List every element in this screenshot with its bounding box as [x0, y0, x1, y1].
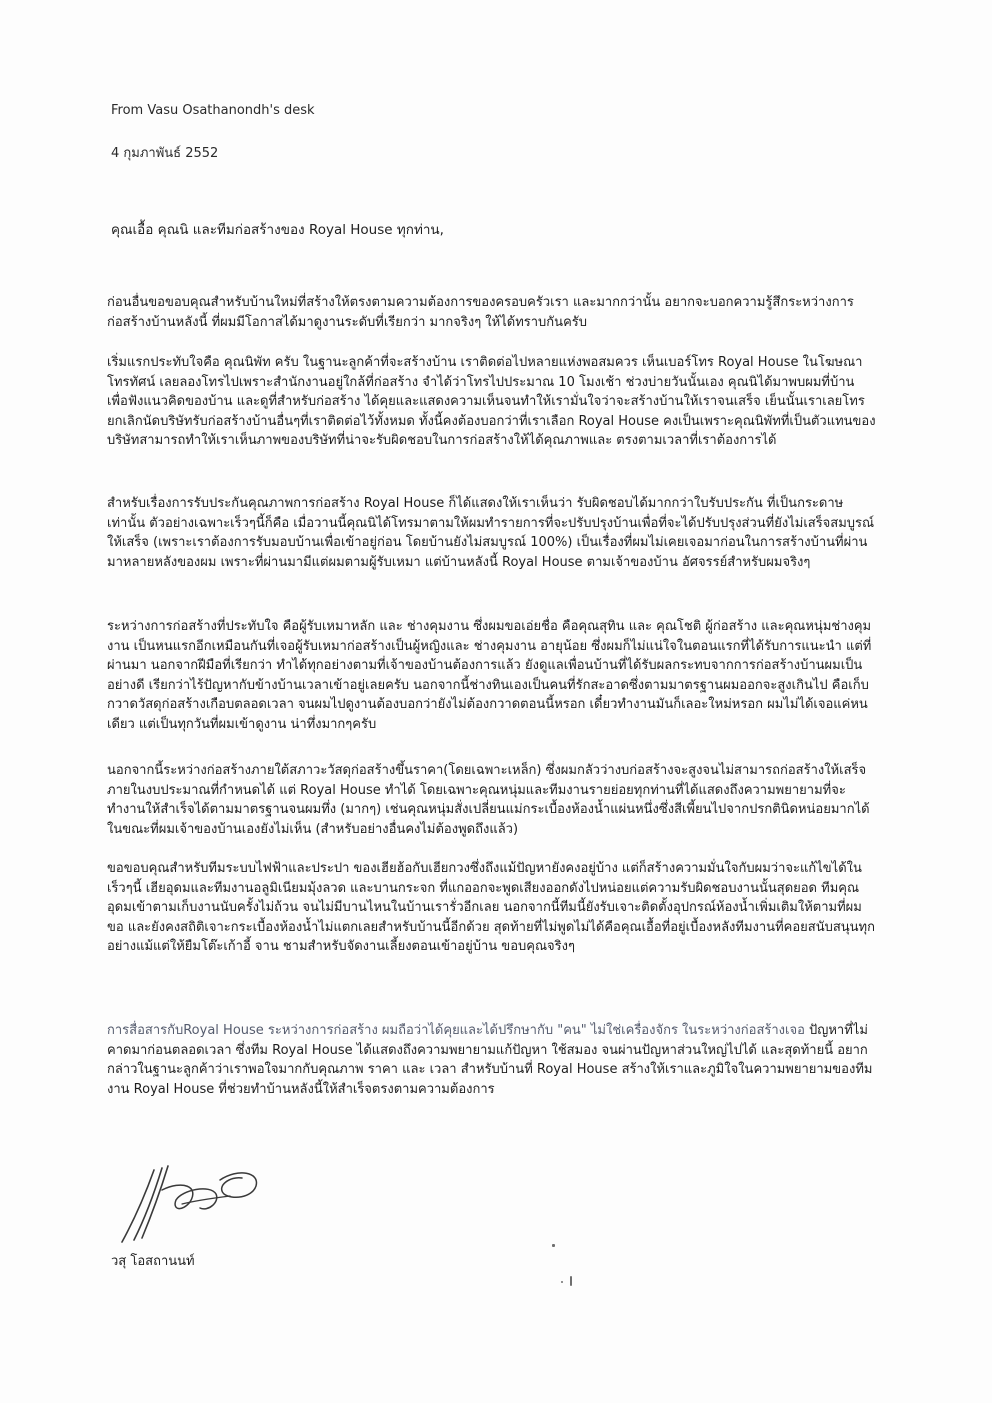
closing-lead: การสื่อสารกับRoyal House ระหว่างการก่อสร้าง ผมถือว่าได้คุยและได้ปรึกษากับ "คน" ไม่ใช่เครื่องจักร ในระหว่างก่อสร้างเจอ	[107, 1023, 805, 1038]
paragraph-3: สำหรับเรื่องการรับประกันคุณภาพการก่อสร้าง Royal House ก็ได้แสดงให้เราเห็นว่า รับผิดชอบได้มากกว่าใบรับประกัน ที่เป็นกระดาษเท่านั้น ตัวอย่างเฉพาะเร็วๆนี้ก็คือ เมื่อวานนี้คุณนิได้โทรมาตามให้ผมทำรายการที่จะปรับปรุงบ้านเพื่อที่จะได้ปรับปรุงส่วนที่ยังไม่เสร็จสมบูรณ์ให้เสร็จ (เพราะเราต้องการรับมอบบ้านเพื่อเข้าอยู่ก่อน โดยบ้านยังไม่สมบูรณ์ 100%) เป็นเรื่องที่ผมไม่เคยเจอมาก่อนในการสร้างบ้านที่ผ่านมาหลายหลังของผม เพราะที่ผ่านมามีแต่ผมตามผู้รับเหมา แต่บ้านหลังนี้ Royal House ตามเจ้าของบ้าน อัศจรรย์สำหรับผมจริงๆ	[107, 496, 875, 570]
signatory-name: วสุ โอสถานนท์	[111, 1254, 195, 1269]
paragraph-7	[107, 1021, 877, 1099]
closing-rest: ปัญหาที่ไม่คาดมาก่อนตลอดเวลา ซึ่งทีม Royal House ได้แสดงถึงความพยายามแก้ปัญหา ใช้สมอง จนผ่านปัญหาส่วนใหญ่ไปได้ และสุดท้ายนี้ อยากกล่าวในฐานะลูกค้าว่าเราพอใจมากกับคุณภาพ ราคา และ เวลา สำหรับบ้านที่ Royal House สร้างให้เราและภูมิใจในความพยายามของทีมงาน Royal House ที่ช่วยทำบ้านหลังนี้ให้สำเร็จตรงตามความต้องการ	[107, 1023, 873, 1097]
greeting: คุณเอื้อ คุณนิ และทีมก่อสร้างของ Royal House ทุกท่าน,	[111, 222, 444, 238]
scan-speck	[570, 1276, 572, 1286]
scan-speck	[561, 1281, 563, 1283]
paragraph-2: เริ่มแรกประทับใจคือ คุณนิพัท ครับ ในฐานะลูกค้าที่จะสร้างบ้าน เราติดต่อไปหลายแห่งพอสมควร เห็นเบอร์โทร Royal House ในโฆษณาโทรทัศน์ เลยลองโทรไปเพราะสำนักงานอยู่ใกล้ที่ก่อสร้าง จำได้ว่าโทรไปประมาณ 10 โมงเช้า ช่วงบ่ายวันนั้นเอง คุณนิได้มาพบผมที่บ้าน เพื่อฟังแนวคิดของบ้าน และดูที่สำหรับก่อสร้าง ได้คุยและแสดงความเห็นจนทำให้เรามั่นใจว่าจะสร้างบ้านให้เราจนเสร็จ เย็นนั้นเราเลยโทรยกเลิกนัดบริษัทรับก่อสร้างบ้านอื่นๆที่เราติดต่อไว้ทั้งหมด ทั้งนี้คงต้องบอกว่าที่เราเลือก Royal House คงเป็นเพราะคุณนิพัทที่เป็นตัวแทนของบริษัทสามารถทำให้เราเห็นภาพของบริษัทที่น่าจะรับผิดชอบในการก่อสร้างให้ได้คุณภาพและ ตรงตามเวลาที่เราต้องการได้	[107, 355, 876, 449]
paragraph-6: ขอขอบคุณสำหรับทีมระบบไฟฟ้าและประปา ของเฮียฮ้อกับเฮียกวงซึ่งถึงแม้ปัญหายังคงอยู่บ้าง แต่ก็สร้างความมั่นใจกับผมว่าจะแก้ไขได้ในเร็วๆนี้ เฮียอุดมและทีมงานอลูมิเนียมมุ้งลวด และบานกระจก ที่แกออกจะพูดเสียงออกดังไปหน่อยแต่ความรับผิดชอบงานนั้นสุดยอด ทีมคุณอุดมเข้าตามเก็บงานนับครั้งไม่ถ้วน จนไม่มีบานไหนในบ้านเรารั่วอีกเลย นอกจากนี้ทีมนี้ยังรับเจาะติดตั้งอุปกรณ์ห้องน้ำเพิ่มเติมให้ตามที่ผมขอ และยังคงสถิติเจาะกระเบื้องห้องน้ำไม่แตกเลยสำหรับบ้านนี้อีกด้วย สุดท้ายที่ไม่พูดไม่ได้คือคุณเอื้อที่อยู่เบื้องหลังทีมงานที่คอยสนับสนุนทุกอย่างแม้แต่ให้ยืมโต๊ะเก้าอี้ จาน ชามสำหรับจัดงานเลี้ยงตอนเข้าอยู่บ้าน ขอบคุณจริงๆ	[107, 861, 875, 955]
from-line: From Vasu Osathanondh's desk	[111, 103, 315, 118]
letter-date: 4 กุมภาพันธ์ 2552	[111, 146, 219, 161]
scan-speck	[552, 1244, 555, 1247]
paragraph-4: ระหว่างการก่อสร้างที่ประทับใจ คือผู้รับเหมาหลัก และ ช่างคุมงาน ซึ่งผมขอเอ่ยชื่อ คือคุณสุทิน และ คุณโชติ ผู้ก่อสร้าง และคุณหนุ่มช่างคุมงาน เป็นหนแรกอีกเหมือนกันที่เจอผู้รับเหมาก่อสร้างเป็นผู้หญิงและ ช่างคุมงาน อายุน้อย ซึ่งผมก็ไม่แน่ใจในตอนแรกที่ได้รับการแนะนำ แต่ที่ผ่านมา นอกจากฝีมือที่เรียกว่า ทำได้ทุกอย่างตามที่เจ้าของบ้านต้องการแล้ว ยังดูแลเพื่อนบ้านที่ได้รับผลกระทบจากการก่อสร้างบ้านผมเป็นอย่างดี เรียกว่าไร้ปัญหากับข้างบ้านเวลาเข้าอยู่เลยครับ นอกจากนี้ช่างทินเองเป็นคนที่รักสะอาดซึ่งตามมาตรฐานผมออกจะสูงเกินไป คือเก็บกวาดวัสดุก่อสร้างเกือบตลอดเวลา จนผมไปดูงานต้องบอกว่ายังไม่ต้องกวาดตอนนี้หรอก เดี๋ยวทำงานมันก็เลอะใหม่หรอก ผมไม่ได้เจอแค่หนเดียว แต่เป็นทุกวันที่ผมเข้าดูงาน น่าทึ่งมากๆครับ	[107, 619, 872, 732]
paragraph-1: ก่อนอื่นขอขอบคุณสำหรับบ้านใหม่ที่สร้างให้ตรงตามความต้องการของครอบครัวเรา และมากกว่านั้น อยากจะบอกความรู้สึกระหว่างการก่อสร้างบ้านหลังนี้ ที่ผมมีโอกาสได้มาดูงานระดับที่เรียกว่า มากจริงๆ ให้ได้ทราบกันครับ	[107, 295, 854, 330]
paragraph-5: นอกจากนี้ระหว่างก่อสร้างภายใต้สภาวะวัสดุก่อสร้างขึ้นราคา(โดยเฉพาะเหล็ก) ซึ่งผมกลัวว่างบก่อสร้างจะสูงจนไม่สามารถก่อสร้างให้เสร็จภายในงบประมาณที่กำหนดได้ แต่ Royal House ทำได้ โดยเฉพาะคุณหนุ่มและทีมงานรายย่อยทุกท่านที่ได้แสดงถึงความพยายามที่จะทำงานให้สำเร็จได้ตามมาตรฐานจนผมทึ่ง (มากๆ) เช่นคุณหนุ่มสั่งเปลี่ยนแม่กระเบื้องห้องน้ำแผ่นหนึ่งซึ่งสีเพี้ยนไปจากปรกตินิดหน่อยมากได้ในขณะที่ผมเจ้าของบ้านเองยังไม่เห็น (สำหรับอย่างอื่นคงไม่ต้องพูดถึงแล้ว)	[107, 763, 870, 837]
handwritten-signature	[112, 1150, 272, 1246]
